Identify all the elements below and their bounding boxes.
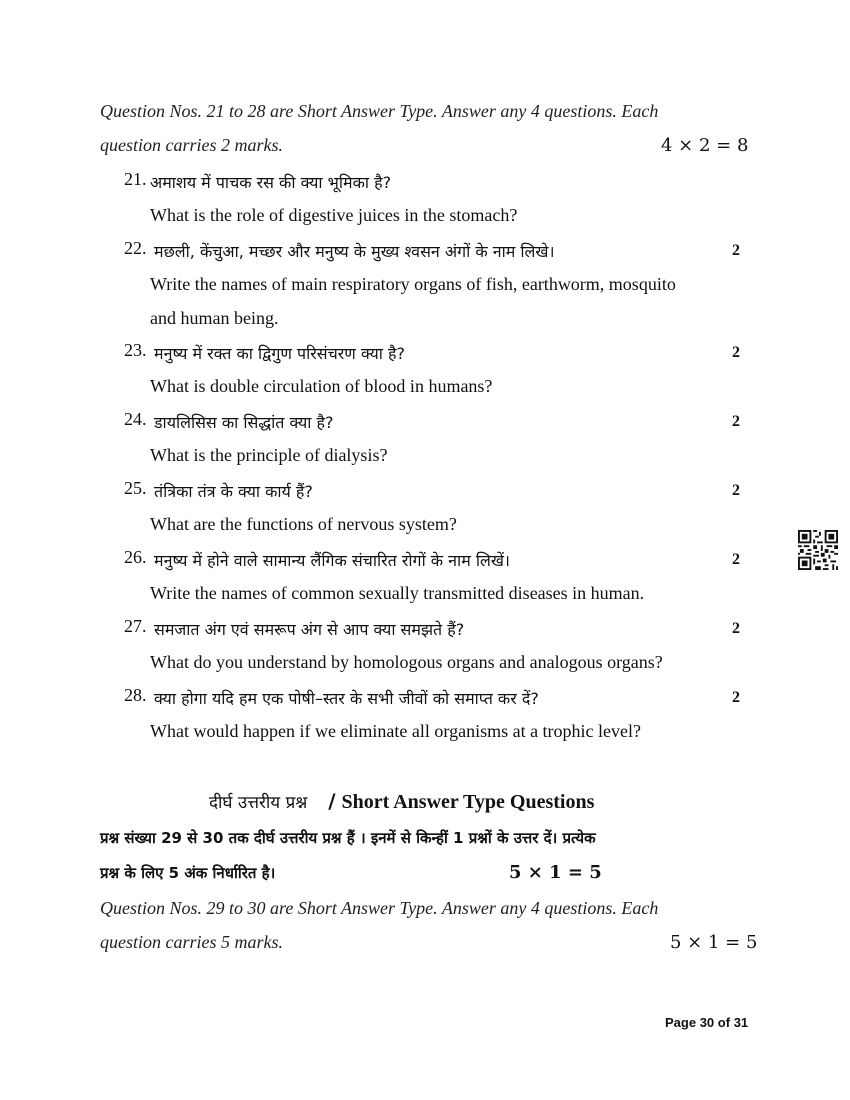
question-number: 28.: [124, 685, 147, 705]
question-english: What is double circulation of blood in humans?: [150, 376, 493, 396]
page-total: 31: [733, 1015, 749, 1030]
question-marks: 2: [732, 689, 740, 706]
question-hindi: मछली, केंचुआ, मच्छर और मनुष्य के मुख्य श्वसन अंगों के नाम लिखे।: [154, 242, 555, 261]
section-english-line-1: Question Nos. 29 to 30 are Short Answer Type. Answer any 4 questions. Each: [100, 898, 659, 918]
section-english-line-2: question carries 5 marks.: [100, 932, 283, 952]
section-title-hindi: दीर्घ उत्तरीय प्रश्न: [209, 793, 308, 813]
question-number: 22.: [124, 238, 147, 258]
question-english: What are the functions of nervous system?: [150, 514, 457, 534]
intro-line-2: question carries 2 marks.: [100, 135, 283, 155]
question-english: Write the names of common sexually transmitted diseases in human.: [150, 583, 645, 603]
question-hindi: मनुष्य में रक्त का द्विगुण परिसंचरण क्या है?: [154, 344, 406, 363]
question-hindi: मनुष्य में होने वाले सामान्य लैंगिक संचारित रोगों के नाम लिखें।: [154, 551, 510, 570]
question-marks: 2: [732, 551, 740, 568]
question-marks: 2: [732, 413, 740, 430]
question-hindi: तंत्रिका तंत्र के क्या कार्य हैं?: [154, 482, 313, 501]
qr-code-icon: [798, 530, 838, 570]
intro-marks-total: 4 × 2 = 8: [661, 135, 749, 156]
question-number: 21.: [124, 169, 147, 189]
question-hindi: अमाशय में पाचक रस की क्या भूमिका है?: [150, 173, 392, 192]
section-title-english: Short Answer Type Questions: [341, 791, 595, 813]
question-marks: 2: [732, 242, 740, 259]
question-hindi: डायलिसिस का सिद्धांत क्या है?: [154, 413, 334, 432]
question-hindi: क्या होगा यदि हम एक पोषी–स्तर के सभी जीवों को समाप्त कर दें?: [154, 689, 539, 708]
intro-line-1: Question Nos. 21 to 28 are Short Answer Type. Answer any 4 questions. Each: [100, 101, 659, 121]
question-english: What is the principle of dialysis?: [150, 445, 388, 465]
section-english-marks-total: 5 × 1 = 5: [670, 932, 758, 953]
question-english: and human being.: [150, 308, 279, 328]
question-number: 26.: [124, 547, 147, 567]
question-number: 27.: [124, 616, 147, 636]
question-english: What do you understand by homologous organs and analogous organs?: [150, 652, 663, 672]
section-hindi-line-1: प्रश्न संख्या 29 से 30 तक दीर्घ उत्तरीय प्रश्न हैं । इनमें से किन्हीं 1 प्रश्नों के उत्तर दें। प्रत्येक: [100, 829, 596, 847]
question-number: 24.: [124, 409, 147, 429]
question-number: 25.: [124, 478, 147, 498]
page-current: 30: [699, 1015, 715, 1030]
section-title: [209, 789, 594, 814]
question-english: Write the names of main respiratory organs of fish, earthworm, mosquito: [150, 274, 676, 294]
question-number: 23.: [124, 340, 147, 360]
question-english: What would happen if we eliminate all organisms at a trophic level?: [150, 721, 642, 741]
section-title-separator: /: [328, 789, 336, 813]
page-number: [665, 1015, 748, 1030]
question-hindi: समजात अंग एवं समरूप अंग से आप क्या समझते हैं?: [154, 620, 465, 639]
page-label: Page: [665, 1015, 697, 1030]
question-english: What is the role of digestive juices in the stomach?: [150, 205, 518, 225]
section-hindi-marks-total: 5 × 1 = 5: [509, 862, 602, 883]
question-marks: 2: [732, 482, 740, 499]
question-marks: 2: [732, 620, 740, 637]
page-of: of: [717, 1015, 731, 1030]
question-marks: 2: [732, 344, 740, 361]
section-hindi-line-2: प्रश्न के लिए 5 अंक निर्धारित है।: [100, 864, 276, 882]
